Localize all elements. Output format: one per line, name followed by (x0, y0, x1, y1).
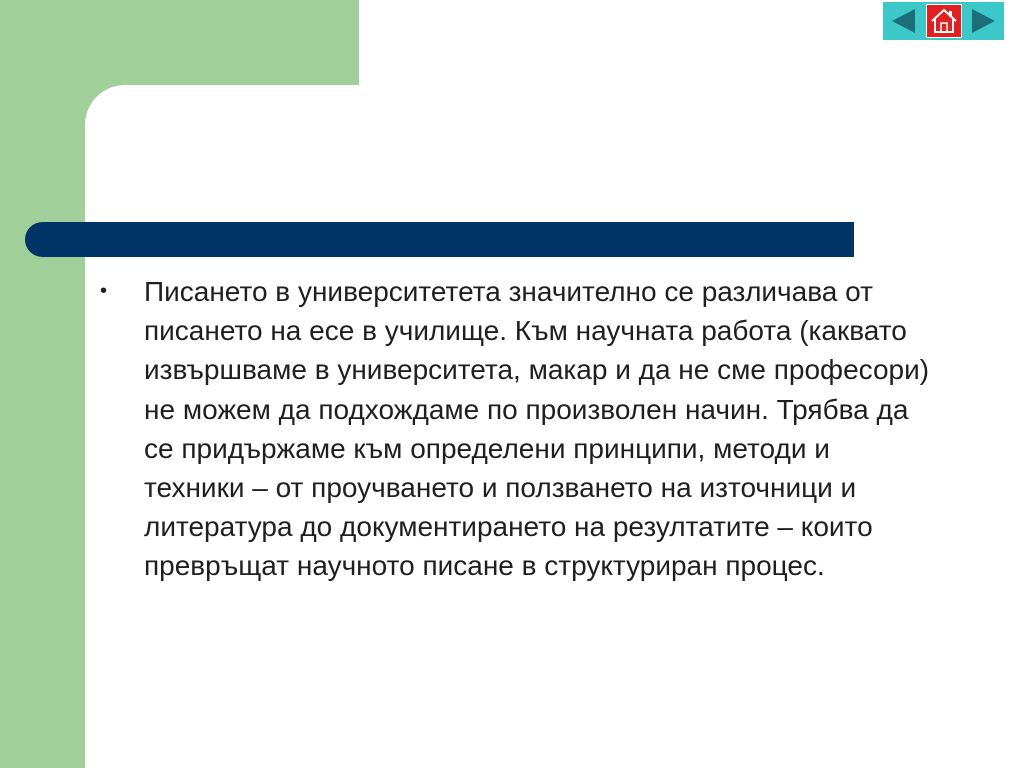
title-bar (25, 222, 854, 257)
bullet-marker: • (100, 280, 108, 302)
home-icon (929, 7, 959, 35)
bullet-item (100, 272, 930, 586)
arrow-left-icon (889, 6, 919, 36)
arrow-right-icon (968, 6, 998, 36)
previous-slide-button[interactable] (886, 4, 922, 38)
bullet-text: Писането в университетета значително се различава от писането на есе в училище. Към научната работа (каквато извършваме в университета, макар и да не сме професори) не можем да подхождаме по произволен начин. Трябва да се придържаме към определени принципи, методи и техники – от проучването и ползването на източници и литература до документирането на резултатите – които превръщат научното писане в структуриран процес. (144, 276, 930, 582)
slide-body (100, 272, 930, 586)
navigation-bar (883, 2, 1004, 40)
home-button[interactable] (926, 4, 962, 38)
next-slide-button[interactable] (965, 4, 1001, 38)
